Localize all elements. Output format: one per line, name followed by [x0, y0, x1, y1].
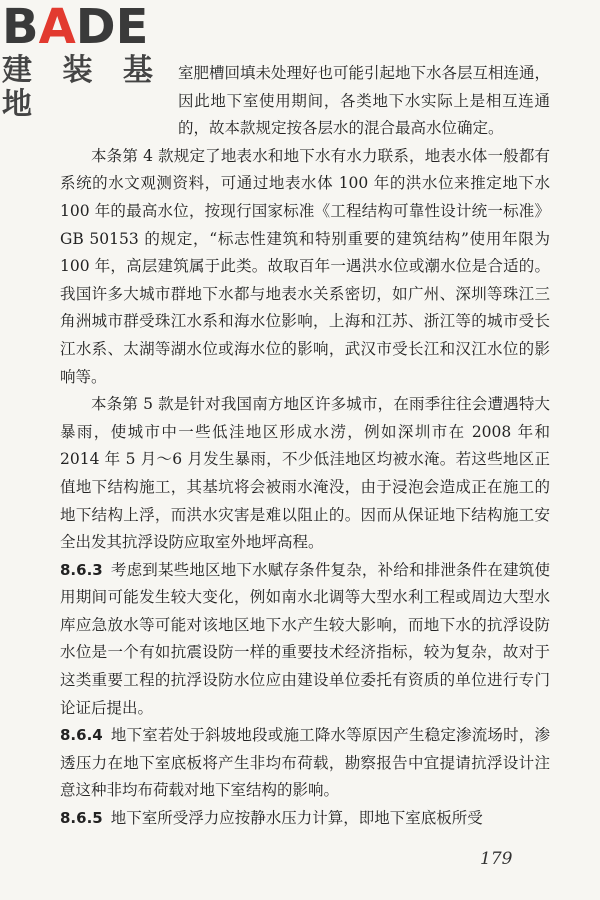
section-number: 8.6.5: [60, 809, 103, 828]
paragraph-continued: 室肥槽回填未处理好也可能引起地下水各层互相连通，因此地下室使用期间，各类地下水实际上是相互连通的，故本款规定按各层水的混合最高水位确定。: [178, 64, 551, 138]
section-text: 地下室若处于斜坡地段或施工降水等原因产生稳定渗流场时，渗透压力在地下室底板将产生非均布荷载，勘察报告中宜提请抗浮设计注意这种非均布荷载对地下室结构的影响。: [60, 726, 550, 800]
section-8-6-5: [60, 805, 550, 833]
section-text: 地下室所受浮力应按静水压力计算，即地下室底板所受: [110, 809, 483, 828]
bade-logo: [2, 0, 177, 122]
paragraph-clause-4: 本条第 4 款规定了地表水和地下水有水力联系，地表水体一般都有系统的水文观测资料，可通过地表水体 100 年的洪水位来推定地下水 100 年的最高水位，按现行国家标准《工程结构可靠性设计统一标准》GB 50153 的规定，“标志性建筑和特别重要的建筑结构”使用年限为 100 年，高层建筑属于此类。故取百年一遇洪水位或潮水位是合适的。我国许多大城市群地下水都与地表水关系密切，如广州、深圳等珠江三角洲城市群受珠江水系和海水位影响，上海和江苏、浙江等的城市受长江水系、太湖等湖水位或海水位的影响，武汉市受长江和汉江水位的影响等。: [60, 146, 550, 386]
section-8-6-4: [60, 722, 550, 805]
body-text: [60, 60, 550, 833]
section-8-6-3: [60, 557, 550, 723]
section-number: 8.6.3: [60, 560, 103, 579]
logo-subtitle: 建 装 基 地: [2, 53, 163, 122]
paragraph-clause-5: 本条第 5 款是针对我国南方地区许多城市，在雨季往往会遭遇特大暴雨，使城市中一些低洼地区形成水涝，例如深圳市在 2008 年和 2014 年 5 月～6 月发生暴雨，不少低洼地区均被水淹。若这些地区正值地下结构施工，其基坑将会被雨水淹没，由于浸泡会造成正在施工的地下结构上浮，而洪水灾害是难以阻止的。因而从保证地下结构施工安全出发其抗浮设防应取室外地坪高程。: [60, 395, 550, 552]
section-number: 8.6.4: [60, 726, 103, 745]
page-number: 179: [480, 849, 513, 869]
section-text: 考虑到某些地区地下水赋存条件复杂，补给和排泄条件在建筑使用期间可能发生较大变化，例如南水北调等大型水利工程或周边大型水库应急放水等可能对该地区地下水产生较大影响，而地下水的抗浮设防水位是一个有如抗震设防一样的重要技术经济指标，较为复杂，故对于这类重要工程的抗浮设防水位应由建设单位委托有资质的单位进行专门论证后提出。: [60, 560, 550, 717]
logo-wordmark: BADE: [2, 0, 149, 55]
